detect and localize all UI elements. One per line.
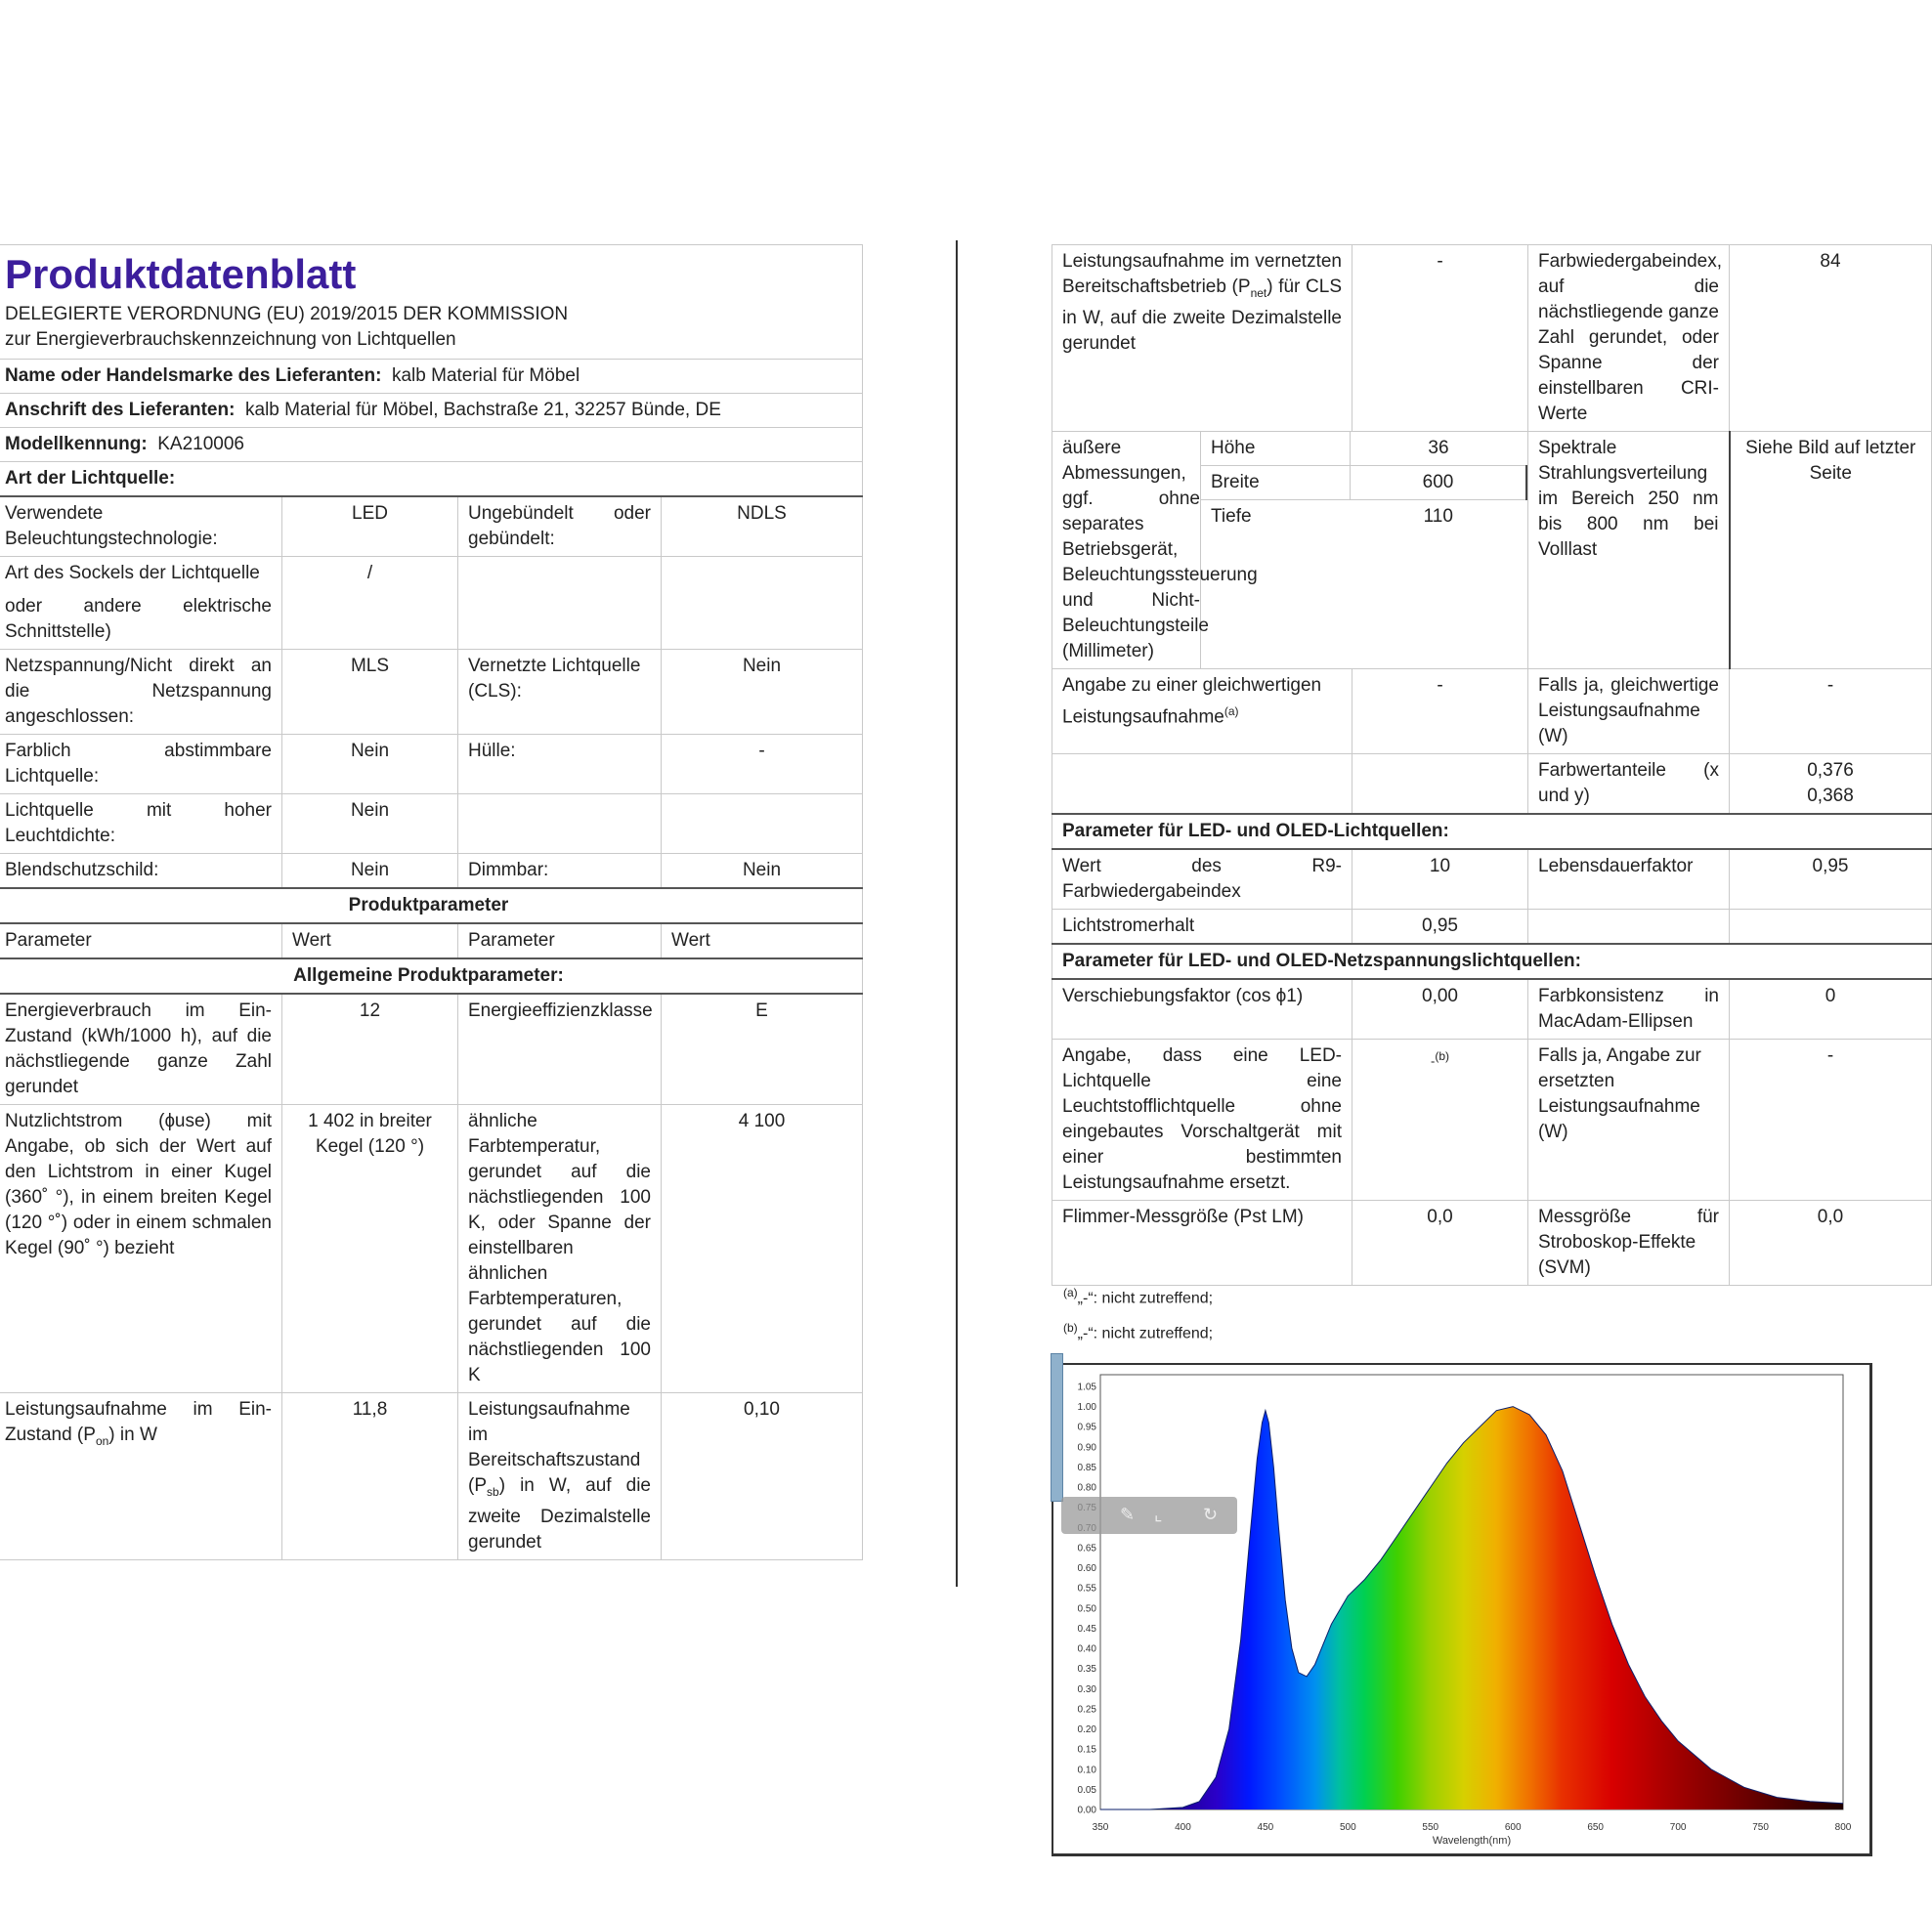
dims-label: äußere Abmessungen, ggf. ohne separates Betriebsgerät, Beleuchtungssteuerung und Nicht-Beleuchtungsteile (Millimeter) [1052, 432, 1201, 669]
maint-label: Lichtstromerhalt [1052, 910, 1352, 945]
cct-value: 4 100 [662, 1105, 863, 1393]
footnotes [1063, 1278, 1213, 1349]
y-tick-label: 0.90 [1077, 1442, 1096, 1454]
replace-power-label: Falls ja, Angabe zur ersetzten Leistungsaufnahme (W) [1528, 1040, 1730, 1201]
x-tick-label: 750 [1752, 1822, 1769, 1833]
consistency-value: 0 [1730, 979, 1932, 1040]
r9-label: Wert des R9-Farbwiedergabeindex [1052, 849, 1352, 910]
y-tick-label: 0.25 [1077, 1704, 1096, 1716]
glare-value: Nein [282, 854, 458, 889]
dpf-value: 0,00 [1352, 979, 1528, 1040]
x-tick-label: 400 [1175, 1822, 1191, 1833]
maint-value: 0,95 [1352, 910, 1528, 945]
y-tick-label: 0.65 [1077, 1543, 1096, 1554]
pnet-value: - [1352, 245, 1528, 432]
supplier-name-label: Name oder Handelsmarke des Lieferanten: [5, 365, 382, 386]
left-datasheet [0, 244, 862, 1560]
y-tick-label: 0.10 [1077, 1765, 1096, 1776]
tunable-value: Nein [282, 735, 458, 794]
y-tick-label: 0.55 [1077, 1583, 1096, 1595]
svm-value: 0,0 [1730, 1201, 1932, 1286]
energy-value: 12 [282, 994, 458, 1105]
cls-value: Nein [662, 650, 863, 735]
energy-label: Energieverbrauch im Ein-Zustand (kWh/1000 h), auf die nächstliegende ganze Zahl gerundet [0, 994, 282, 1105]
equiv-value: - [1352, 669, 1528, 754]
supplier-address: kalb Material für Möbel, Bachstraße 21, 32257 Bünde, DE [245, 400, 721, 420]
y-tick-label: 0.50 [1077, 1603, 1096, 1615]
y-tick-label: 0.00 [1077, 1805, 1096, 1816]
height-value: 36 [1351, 432, 1527, 466]
depth-label: Tiefe [1211, 506, 1252, 527]
survival-value: 0,95 [1730, 849, 1932, 910]
col-param-2: Parameter [458, 923, 662, 958]
spectrum-area [1100, 1407, 1843, 1809]
replace-power-value: - [1730, 1040, 1932, 1201]
equiv-power-label: Falls ja, gleichwertige Leistungsaufnahme (W) [1528, 669, 1730, 754]
y-tick-label: 0.45 [1077, 1623, 1096, 1635]
socket-label-cont: oder andere elektrische Schnittstelle) [5, 596, 272, 642]
general-params-heading: Allgemeine Produktparameter: [0, 958, 863, 994]
chroma-label: Farbwertanteile (x und y) [1528, 754, 1730, 815]
y-tick-label: 0.40 [1077, 1643, 1096, 1655]
y-tick-label: 0.30 [1077, 1683, 1096, 1695]
spectrum-chart [1052, 1363, 1872, 1856]
supplier-address-label: Anschrift des Lieferanten: [5, 400, 236, 420]
x-tick-label: 450 [1257, 1822, 1274, 1833]
svm-label: Messgröße für Stroboskop-Effekte (SVM) [1528, 1201, 1730, 1286]
led-heading: Parameter für LED- und OLED-Lichtquellen: [1052, 814, 1932, 849]
edit-icon[interactable]: ✎ [1120, 1505, 1136, 1524]
x-tick-label: 550 [1422, 1822, 1439, 1833]
pnet-label: Leistungsaufnahme im vernetzten Bereitschaftsbetrieb $(P_{net})$ für CLS in W, auf die zweite Dezimalstelle gerundet [1052, 245, 1352, 432]
regulation-text: DELEGIERTE VERORDNUNG (EU) 2019/2015 DER KOMMISSION zur Energieverbrauchskennzeichnung von Lichtquellen [5, 304, 569, 350]
pon-value: 11,8 [282, 1393, 458, 1560]
y-tick-label: 0.15 [1077, 1744, 1096, 1756]
height-label: Höhe [1201, 432, 1351, 466]
width-value: 600 [1351, 466, 1527, 500]
socket-label: Art des Sockels der Lichtquelle [5, 563, 260, 583]
class-label: Energieeffizienzklasse [458, 994, 662, 1105]
col-value-1: Wert [282, 923, 458, 958]
envelope-value: - [662, 735, 863, 794]
bundled-value: NDLS [662, 496, 863, 557]
dims-subtable [1201, 432, 1527, 533]
survival-label: Lebensdauerfaktor [1528, 849, 1730, 910]
y-tick-label: 0.80 [1077, 1482, 1096, 1494]
chroma-x: 0,376 [1807, 760, 1854, 781]
flux-value: 1 402 in breiter Kegel (120 °) [282, 1105, 458, 1393]
supplier-name: kalb Material für Möbel [391, 365, 580, 386]
col-param-1: Parameter [0, 923, 282, 958]
socket-value: / [282, 557, 458, 650]
rotate-icon[interactable]: ↻ [1203, 1505, 1219, 1524]
mains-label: Netzspannung/Nicht direkt an die Netzspannung angeschlossen: [0, 650, 282, 735]
spectral-value: Siehe Bild auf letzter Seite [1730, 432, 1932, 669]
consistency-label: Farbkonsistenz in MacAdam-Ellipsen [1528, 979, 1730, 1040]
tunable-label: Farblich abstimmbare Lichtquelle: [0, 735, 282, 794]
y-tick-label: 0.60 [1077, 1563, 1096, 1575]
highlum-label: Lichtquelle mit hoher Leuchtdichte: [0, 794, 282, 854]
replace-label: Angabe, dass eine LED-Lichtquelle eine Leuchtstofflichtquelle ohne eingebautes Vorschaltgerät mit einer bestimmten Leistungsaufnahme ersetzt. [1052, 1040, 1352, 1201]
cct-label: ähnliche Farbtemperatur, gerundet auf die nächstliegenden 100 K, oder Spanne der einstellbaren ähnlichen Farbtemperaturen, gerundet auf die nächstliegenden 100 K [458, 1105, 662, 1393]
model-label: Modellkennung: [5, 434, 148, 454]
flux-label: Nutzlichtstrom (ɸuse) mit Angabe, ob sich der Wert auf den Lichtstrom in einer Kugel (360˚ °), in einem breiten Kegel (120 °˚) oder in einem schmalen Kegel (90˚ °) bezieht [0, 1105, 282, 1393]
psb-label: Leistungsaufnahme im Bereitschaftszustand $(P_{sb})$ in W, auf die zweite Dezimalstelle gerundet [458, 1393, 662, 1560]
tech-value: LED [282, 496, 458, 557]
depth-value: 110 [1423, 506, 1453, 527]
x-tick-label: 600 [1504, 1822, 1522, 1833]
replace-value: -$^{(b)}$ [1352, 1040, 1528, 1201]
page-divider [956, 240, 958, 1587]
psb-value: 0,10 [662, 1393, 863, 1560]
x-tick-label: 700 [1669, 1822, 1687, 1833]
cls-label: Vernetzte Lichtquelle (CLS): [458, 650, 662, 735]
tech-label: Verwendete Beleuchtungstechnologie: [0, 496, 282, 557]
x-tick-label: 500 [1339, 1822, 1356, 1833]
mains-value: MLS [282, 650, 458, 735]
x-tick-label: 800 [1834, 1822, 1852, 1833]
x-axis-label: Wavelength(nm) [1432, 1835, 1512, 1847]
y-tick-label: 0.85 [1077, 1462, 1096, 1473]
highlum-value: Nein [282, 794, 458, 854]
equiv-label: Angabe zu einer gleichwertigen Leistungsaufnahme$^{(a)}$ [1052, 669, 1352, 754]
dimmable-value: Nein [662, 854, 863, 889]
r9-value: 10 [1352, 849, 1528, 910]
col-value-2: Wert [662, 923, 863, 958]
x-tick-label: 350 [1092, 1822, 1109, 1833]
bundled-label: Ungebündelt oder gebündelt: [458, 496, 662, 557]
y-tick-label: 1.05 [1077, 1382, 1096, 1393]
pon-label: Leistungsaufnahme im Ein-Zustand $(P_{on})$ in W [0, 1393, 282, 1560]
y-tick-label: 1.00 [1077, 1402, 1096, 1414]
crop-icon[interactable]: ⌞ [1154, 1505, 1163, 1524]
left-table [0, 244, 863, 1560]
footnote-b: $^{(b)}$„-“: nicht zutreffend; [1063, 1321, 1214, 1342]
model-id: KA210006 [157, 434, 244, 454]
footnote-a: $^{(a)}$„-“: nicht zutreffend; [1063, 1286, 1214, 1307]
spectral-label: Spektrale Strahlungsverteilung im Bereich 250 nm bis 800 nm bei Volllast [1528, 432, 1730, 669]
cri-label: Farbwiedergabeindex, auf die nächstliegende ganze Zahl gerundet, oder Spanne der einstellbaren CRI-Werte [1528, 245, 1730, 432]
width-label: Breite [1201, 466, 1351, 500]
right-table [1052, 244, 1932, 1286]
flicker-label: Flimmer-Messgröße (Pst LM) [1052, 1201, 1352, 1286]
envelope-label: Hülle: [458, 735, 662, 794]
dpf-label: Verschiebungsfaktor (cos ϕ1) [1052, 979, 1352, 1040]
product-params-heading: Produktparameter [0, 888, 863, 923]
image-toolbar[interactable] [1061, 1497, 1237, 1534]
y-tick-label: 0.20 [1077, 1724, 1096, 1736]
flicker-value: 0,0 [1352, 1201, 1528, 1286]
spectrum-chart-svg [1053, 1365, 1869, 1853]
cri-value: 84 [1730, 245, 1932, 432]
chroma-y: 0,368 [1807, 786, 1854, 806]
mains-heading: Parameter für LED- und OLED-Netzspannungslichtquellen: [1052, 944, 1932, 979]
page-title: Produktdatenblatt [5, 251, 357, 297]
class-value: E [662, 994, 863, 1105]
y-tick-label: 0.05 [1077, 1784, 1096, 1796]
image-resize-handle[interactable] [1051, 1353, 1063, 1502]
dimmable-label: Dimmbar: [458, 854, 662, 889]
equiv-power-value: - [1730, 669, 1932, 754]
glare-label: Blendschutzschild: [0, 854, 282, 889]
y-tick-label: 0.35 [1077, 1664, 1096, 1676]
y-tick-label: 0.95 [1077, 1422, 1096, 1433]
type-heading: Art der Lichtquelle: [0, 462, 863, 497]
x-tick-label: 650 [1587, 1822, 1605, 1833]
